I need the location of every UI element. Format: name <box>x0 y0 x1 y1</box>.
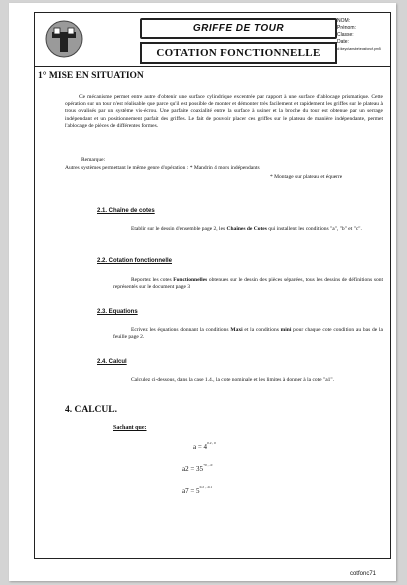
sub-2-4-heading: 2.4. Calcul <box>97 359 127 365</box>
file-reference: d:\keyo\ansbe\eosfoncf.pm5 <box>337 47 381 51</box>
equation-a: $a = 4^{0.2 , 0}$ <box>193 441 216 451</box>
sub-2-2-text: Reportez les cotes Fonctionnelles obtenues sur le dessin des pièces séparées, tous les dessins de définitions sont représentés sur le document page 3 <box>113 277 384 291</box>
sub-2-2-heading: 2.2. Cotation fonctionnelle <box>97 258 173 264</box>
sub-2-4-text: Calculez ci-dessous, dans la case 1.4., la cote nominale et les limites à donner à la cote "a1". <box>131 377 335 383</box>
title-sub: COTATION FONCTIONNELLE <box>140 42 337 64</box>
header-divider <box>35 66 390 67</box>
page-frame <box>34 12 391 559</box>
section-4-heading: 4. CALCUL. <box>65 405 117 415</box>
remark-label: Remarque: <box>81 157 106 163</box>
equation-a2: $a2 = 35^{+0 , -0}$ <box>182 463 213 473</box>
tool-logo-icon <box>44 19 84 59</box>
section-1-heading: 1° MISE EN SITUATION <box>38 71 144 81</box>
sub-2-1-heading: 2.1. Chaîne de cotes <box>97 208 155 214</box>
document-page <box>9 3 396 581</box>
identity-fields <box>337 18 381 53</box>
knowing-label: Sachant que: <box>113 425 147 431</box>
field-date: Date: <box>337 39 349 45</box>
sub-2-1-text: Etablir sur le dessin d'ensemble page 2, les Chaînes de Cotes qui installent les conditions "a", "b" et "c". <box>131 226 362 232</box>
sub-2-3-text: Ecrivez les équations donnant la conditions Maxi et la conditions mini pour chaque cote condition au bas de la feuille page 2. <box>113 327 384 341</box>
field-prenom: Prénom: <box>337 25 356 31</box>
field-nom: NOM: <box>337 18 351 24</box>
sub-2-3-heading: 2.3. Equations <box>97 309 138 315</box>
footer-code: cotfonc71 <box>349 571 376 577</box>
section-1-paragraph: Ce mécanisme permet entre autre d'obtenir une surface cylindrique excentrée par rapport à une surface d'ablocage prismatique. Cette opération sur un tour n'est réalisable que parce qu'il est possible de monter et démonter très facilement et rapidement les griffes sur le plateau à trous ovalisés par un système vis-écrou. Une parfaite coaxialité entre la surface à usiner et la broche du tour est obtenue par un serrage indépendant et un positionnement parfait des griffes. Le fait de pouvoir placer ces griffes sur le plateau de manière indépendante, permet l'ablocage de pièces de différentes formes. <box>65 94 383 129</box>
remark-text-2: * Montage sur plateau et équerre <box>270 174 343 180</box>
remark-text: Autres systèmes permettant le même genre d'opération : * Mandrin 4 mors indépendants <box>65 165 260 171</box>
equation-a7: $a7 = 5^{0.2 , -0.1}$ <box>182 485 213 495</box>
title-main: GRIFFE DE TOUR <box>140 18 337 39</box>
field-classe: Classe: <box>337 32 354 38</box>
